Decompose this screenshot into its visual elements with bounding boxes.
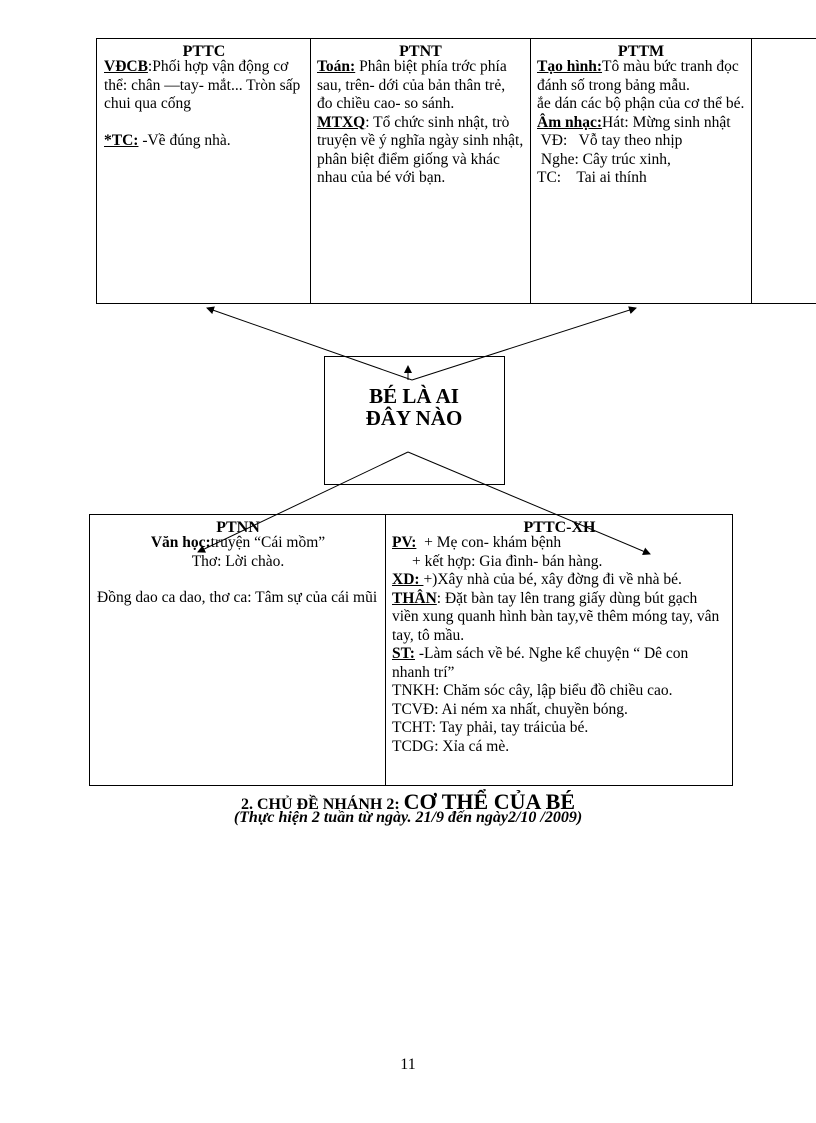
tcdg-line: TCDG: Xỉa cá mè. [392,737,510,755]
tc-line: TC: Tai ai thính [537,169,647,186]
center-title-line-2: ĐÂY NÀO [365,406,463,430]
toan-text: Phân biệt phía trớc phía sau, trên- dới của bản thân trẻ, đo chiều cao- so sánh. [317,58,507,112]
tcvd-line: TCVĐ: Ai ném xa nhất, chuyền bóng. [392,700,628,718]
tho-line: Thơ: Lời chào. [191,552,285,570]
pttc-xh-header: PTTC-XH [523,520,596,536]
pv-text: + Mẹ con- khám bệnh [416,534,562,551]
ptnn-cell [93,520,383,782]
than-text: : Đặt bàn tay lên trang giấy dùng bút gạch viền xung quanh hình bàn tay,vẽ thêm móng tay, vân tay, tô mầu. [392,589,720,644]
pv-text-2: + kết hợp: Gia đình- bán hàng. [412,552,603,570]
section-subtitle: (Thực hiện 2 tuần từ ngày. 21/9 đến ngày2/10 /2009) [233,809,583,826]
am-nhac-text: Hát: Mừng sinh nhật [602,113,731,131]
vdcb-text: :Phối hợp vận động cơ thể: chân —tay- mắt... Tròn sấp chui qua cống [104,58,301,112]
mtxq-text: : Tổ chức sinh nhật, trò truyện về ý nghĩa ngày sinh nhật, phân biệt điểm giống và khác nhau của bé với bạn. [317,113,524,186]
section-prefix: 2. CHỦ ĐỀ NHÁNH 2: [240,796,404,813]
xd-text: +)Xây nhà của bé, xây đờng đi về nhà bé. [423,571,682,588]
bottom-divider [385,514,386,786]
pttc-header: PTTC [182,44,226,60]
vdcb-label: VĐCB [104,58,148,75]
page-number: 11 [400,1056,416,1073]
toan-label: Toán: [317,58,356,75]
van-hoc-activity [97,534,379,553]
center-title-line-1: BÉ LÀ AI [369,384,459,408]
than-label: THÂN [392,589,437,607]
xd-label: XD: [392,571,424,588]
st-activity [392,645,727,682]
tao-hinh-label: Tạo hình: [537,58,603,75]
van-hoc-text: truyện “Cái mồm” [210,534,326,551]
section-title-main: CƠ THỂ CỦA BÉ [403,789,576,814]
tc-text: -Về đúng nhà. [138,131,231,149]
tc-label: *TC: [104,131,139,149]
tao-hinh-text: Tô màu bức tranh đọc đánh số trong bảng mẫu. [537,58,739,94]
st-label: ST: [392,645,415,662]
pttc-xh-cell [388,520,731,784]
mtxq-label: MTXQ [317,113,366,131]
tao-hinh-text-2: ắe dán các bộ phận của cơ thể bé. [537,95,745,112]
pttm-header: PTTM [617,44,665,60]
center-title [324,385,504,429]
ptnn-header: PTNN [216,520,260,536]
pv-activity [392,534,727,553]
tcht-line: TCHT: Tay phải, tay tráicủa bé. [392,719,589,736]
nghe-line: Nghe: Cây trúc xinh, [537,150,671,168]
ptnt-header: PTNT [399,44,442,60]
st-text: -Làm sách về bé. Nghe kể chuyện “ Dê con nhanh trí” [392,645,689,681]
vd-line: VĐ: Vỗ tay theo nhịp [537,132,683,149]
tnkh-line: TNKH: Chăm sóc cây, lập biểu đồ chiều cao. [392,682,673,699]
dong-dao-line: Đồng dao ca dao, thơ ca: Tâm sự của cái mũi [97,589,378,606]
pv-label: PV: [392,534,417,551]
than-activity [392,590,727,646]
am-nhac-label: Âm nhạc: [537,113,603,131]
van-hoc-label: Văn học: [150,534,211,551]
xd-activity [392,571,727,590]
